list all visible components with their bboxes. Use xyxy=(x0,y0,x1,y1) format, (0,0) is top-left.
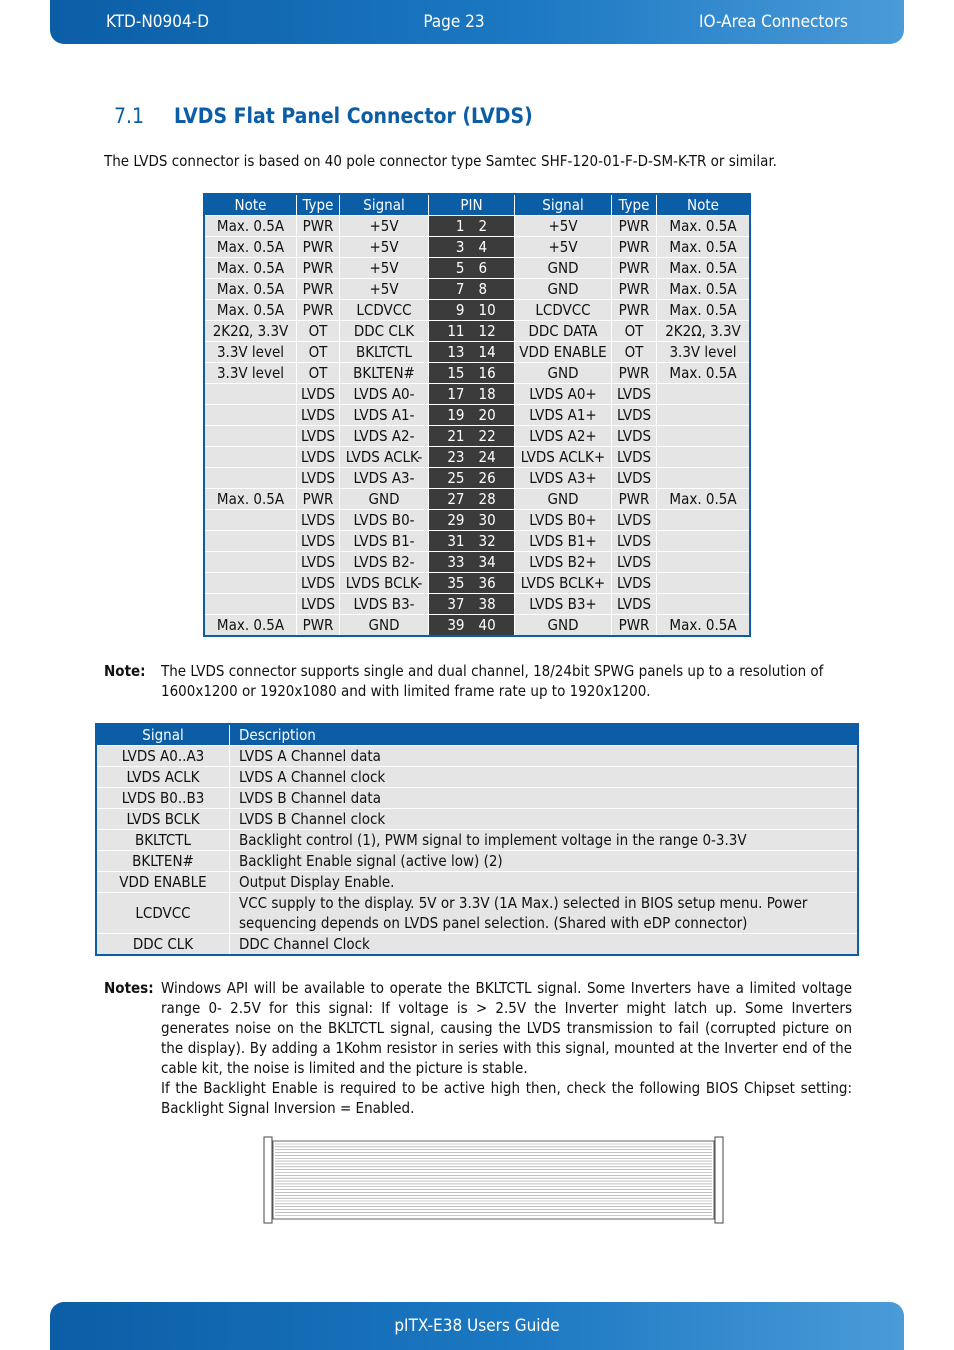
pin-row xyxy=(204,279,750,300)
type-right-cell: LVDS xyxy=(612,510,657,531)
pin-even-cell: 30 xyxy=(472,510,515,531)
pin-row xyxy=(204,258,750,279)
type-right-cell: PWR xyxy=(612,258,657,279)
header-note-left: Note xyxy=(204,194,297,216)
note-text: The LVDS connector supports single and dual channel, 18/24bit SPWG panels up to a resolution of 1600x1200 or 1920x1080 and with limited frame rate up to 1920x1200. xyxy=(161,662,824,700)
notes-label: Notes: xyxy=(104,979,154,997)
pin-odd-cell: 29 xyxy=(429,510,472,531)
pin-row xyxy=(204,573,750,594)
type-left-cell: PWR xyxy=(297,279,340,300)
note-left-cell: 3.3V level xyxy=(204,363,297,384)
signal-row xyxy=(96,767,858,788)
note-right-cell xyxy=(657,384,751,405)
note-left-cell xyxy=(204,594,297,615)
pin-row xyxy=(204,237,750,258)
pin-odd-cell: 35 xyxy=(429,573,472,594)
notes-paragraph-1: Windows API will be available to operate the BKLTCTL signal. Some Inverters have a limited voltage range 0- 2.5V for this signal: If voltage is > 2.5V the Inverter might latch up. Some Inverters generates noise on the BKLTCTL signal, causing the LVDS transmission to fail (corrupted picture on the display). By adding a 1Kohm resistor in series with this signal, mounted at the Inverter end of the cable kit, the noise is limited and the picture is stable. xyxy=(161,979,852,1077)
header-signal-right: Signal xyxy=(515,194,612,216)
section-number: 7.1 xyxy=(114,104,145,128)
signal-right-cell: LVDS B1+ xyxy=(515,531,612,552)
note-left-cell xyxy=(204,384,297,405)
signal-description-cell: LVDS B Channel data xyxy=(230,788,859,809)
signal-row xyxy=(96,809,858,830)
pin-even-cell: 38 xyxy=(472,594,515,615)
signal-left-cell: BKLTEN# xyxy=(340,363,429,384)
note-right-cell: 3.3V level xyxy=(657,342,751,363)
pin-odd-cell: 5 xyxy=(429,258,472,279)
signal-right-cell: LCDVCC xyxy=(515,300,612,321)
note-left-cell xyxy=(204,552,297,573)
signal-right-cell: LVDS A2+ xyxy=(515,426,612,447)
type-right-cell: PWR xyxy=(612,615,657,637)
type-right-cell: PWR xyxy=(612,300,657,321)
type-right-cell: LVDS xyxy=(612,594,657,615)
signal-description-cell: DDC Channel Clock xyxy=(230,934,859,956)
type-right-cell: LVDS xyxy=(612,405,657,426)
signal-name-cell: LVDS BCLK xyxy=(96,809,230,830)
pin-even-cell: 10 xyxy=(472,300,515,321)
signal-right-cell: GND xyxy=(515,279,612,300)
signal-row xyxy=(96,851,858,872)
type-right-cell: PWR xyxy=(612,363,657,384)
section-title: LVDS Flat Panel Connector (LVDS) xyxy=(174,104,533,128)
pin-odd-cell: 15 xyxy=(429,363,472,384)
note-left-cell xyxy=(204,426,297,447)
pin-odd-cell: 3 xyxy=(429,237,472,258)
note-right-cell: Max. 0.5A xyxy=(657,279,751,300)
pin-odd-cell: 27 xyxy=(429,489,472,510)
pin-even-cell: 20 xyxy=(472,405,515,426)
signal-name-cell: LVDS B0..B3 xyxy=(96,788,230,809)
pin-odd-cell: 23 xyxy=(429,447,472,468)
signal-description-cell: Output Display Enable. xyxy=(230,872,859,893)
pin-even-cell: 2 xyxy=(472,216,515,237)
document-id: KTD-N0904-D xyxy=(106,12,209,32)
notes-bkltctl xyxy=(104,978,852,1118)
pin-even-cell: 34 xyxy=(472,552,515,573)
signal-name-cell: LVDS A0..A3 xyxy=(96,746,230,767)
pin-row xyxy=(204,363,750,384)
signal-left-cell: +5V xyxy=(340,279,429,300)
pin-even-cell: 14 xyxy=(472,342,515,363)
signal-left-cell: DDC CLK xyxy=(340,321,429,342)
type-left-cell: LVDS xyxy=(297,468,340,489)
signal-row xyxy=(96,830,858,851)
signal-left-cell: LCDVCC xyxy=(340,300,429,321)
pin-odd-cell: 25 xyxy=(429,468,472,489)
signal-description-table xyxy=(95,723,859,956)
note-label: Note: xyxy=(104,662,146,680)
note-left-cell xyxy=(204,573,297,594)
signal-right-cell: LVDS B3+ xyxy=(515,594,612,615)
note-right-cell: Max. 0.5A xyxy=(657,300,751,321)
type-left-cell: PWR xyxy=(297,237,340,258)
signal-name-cell: VDD ENABLE xyxy=(96,872,230,893)
pin-even-cell: 16 xyxy=(472,363,515,384)
note-right-cell xyxy=(657,510,751,531)
type-right-cell: OT xyxy=(612,342,657,363)
pin-row xyxy=(204,342,750,363)
type-left-cell: LVDS xyxy=(297,573,340,594)
type-left-cell: LVDS xyxy=(297,447,340,468)
signal-left-cell: LVDS B1- xyxy=(340,531,429,552)
header-signal-left: Signal xyxy=(340,194,429,216)
note-right-cell xyxy=(657,573,751,594)
type-left-cell: LVDS xyxy=(297,594,340,615)
note-left-cell: Max. 0.5A xyxy=(204,258,297,279)
pin-row xyxy=(204,489,750,510)
signal-row xyxy=(96,788,858,809)
signal-right-cell: GND xyxy=(515,615,612,637)
pin-odd-cell: 13 xyxy=(429,342,472,363)
signal-left-cell: LVDS A1- xyxy=(340,405,429,426)
note-right-cell xyxy=(657,468,751,489)
lvds-connector-drawing-icon xyxy=(263,1135,725,1229)
note-right-cell: Max. 0.5A xyxy=(657,615,751,637)
signal-left-cell: GND xyxy=(340,489,429,510)
pin-assignment-table xyxy=(203,193,751,637)
footer-title: pITX-E38 Users Guide xyxy=(394,1316,560,1336)
note-left-cell xyxy=(204,468,297,489)
signal-right-cell: GND xyxy=(515,489,612,510)
pin-row xyxy=(204,447,750,468)
pin-row xyxy=(204,594,750,615)
signal-description-cell: VCC supply to the display. 5V or 3.3V (1A Max.) selected in BIOS setup menu. Power sequencing depends on LVDS panel selection. (Shared with eDP connector) xyxy=(230,893,859,934)
pin-odd-cell: 37 xyxy=(429,594,472,615)
type-left-cell: LVDS xyxy=(297,531,340,552)
type-left-cell: LVDS xyxy=(297,510,340,531)
note-right-cell xyxy=(657,552,751,573)
pin-row xyxy=(204,615,750,637)
note-right-cell: Max. 0.5A xyxy=(657,258,751,279)
pin-even-cell: 4 xyxy=(472,237,515,258)
signal-right-cell: LVDS B0+ xyxy=(515,510,612,531)
note-left-cell xyxy=(204,405,297,426)
type-left-cell: PWR xyxy=(297,489,340,510)
signal-right-cell: LVDS ACLK+ xyxy=(515,447,612,468)
note-right-cell xyxy=(657,531,751,552)
signal-left-cell: LVDS BCLK- xyxy=(340,573,429,594)
type-right-cell: LVDS xyxy=(612,468,657,489)
signal-left-cell: +5V xyxy=(340,237,429,258)
pin-odd-cell: 21 xyxy=(429,426,472,447)
pin-even-cell: 12 xyxy=(472,321,515,342)
pin-even-cell: 18 xyxy=(472,384,515,405)
signal-right-cell: LVDS BCLK+ xyxy=(515,573,612,594)
note-left-cell xyxy=(204,447,297,468)
note-left-cell: Max. 0.5A xyxy=(204,237,297,258)
type-left-cell: PWR xyxy=(297,300,340,321)
pin-odd-cell: 19 xyxy=(429,405,472,426)
note-left-cell: 3.3V level xyxy=(204,342,297,363)
type-left-cell: PWR xyxy=(297,216,340,237)
signal-right-cell: LVDS B2+ xyxy=(515,552,612,573)
signal-right-cell: VDD ENABLE xyxy=(515,342,612,363)
signal-left-cell: LVDS B3- xyxy=(340,594,429,615)
type-left-cell: LVDS xyxy=(297,552,340,573)
pin-even-cell: 8 xyxy=(472,279,515,300)
note-right-cell: Max. 0.5A xyxy=(657,237,751,258)
pin-even-cell: 32 xyxy=(472,531,515,552)
pin-odd-cell: 31 xyxy=(429,531,472,552)
signal-row xyxy=(96,872,858,893)
pin-even-cell: 26 xyxy=(472,468,515,489)
note-left-cell xyxy=(204,531,297,552)
intro-text: The LVDS connector is based on 40 pole connector type Samtec SHF-120-01-F-D-SM-K-TR or similar. xyxy=(104,152,777,170)
header-section: IO-Area Connectors xyxy=(698,12,848,32)
signal-name-cell: DDC CLK xyxy=(96,934,230,956)
type-left-cell: LVDS xyxy=(297,384,340,405)
type-left-cell: PWR xyxy=(297,258,340,279)
header-note-right: Note xyxy=(657,194,751,216)
type-right-cell: LVDS xyxy=(612,531,657,552)
pin-odd-cell: 11 xyxy=(429,321,472,342)
pin-odd-cell: 9 xyxy=(429,300,472,321)
signal-row xyxy=(96,934,858,956)
page-header xyxy=(50,0,904,44)
signal-left-cell: LVDS A2- xyxy=(340,426,429,447)
pin-odd-cell: 17 xyxy=(429,384,472,405)
note-right-cell xyxy=(657,426,751,447)
pin-row xyxy=(204,531,750,552)
signal-left-cell: LVDS B2- xyxy=(340,552,429,573)
signal-name-cell: BKLTEN# xyxy=(96,851,230,872)
section-heading xyxy=(114,104,533,128)
signal-name-cell: LCDVCC xyxy=(96,893,230,934)
note-resolution xyxy=(104,661,852,701)
note-left-cell: Max. 0.5A xyxy=(204,216,297,237)
note-right-cell: Max. 0.5A xyxy=(657,489,751,510)
pin-even-cell: 22 xyxy=(472,426,515,447)
pin-even-cell: 6 xyxy=(472,258,515,279)
type-left-cell: OT xyxy=(297,363,340,384)
note-right-cell xyxy=(657,405,751,426)
signal-left-cell: +5V xyxy=(340,258,429,279)
pin-odd-cell: 33 xyxy=(429,552,472,573)
signal-left-cell: LVDS A0- xyxy=(340,384,429,405)
signal-description-cell: LVDS A Channel data xyxy=(230,746,859,767)
type-left-cell: OT xyxy=(297,321,340,342)
type-right-cell: LVDS xyxy=(612,426,657,447)
type-right-cell: PWR xyxy=(612,237,657,258)
page-number: Page 23 xyxy=(423,12,485,32)
signal-left-cell: LVDS B0- xyxy=(340,510,429,531)
type-left-cell: OT xyxy=(297,342,340,363)
type-right-cell: PWR xyxy=(612,216,657,237)
pin-row xyxy=(204,321,750,342)
note-right-cell xyxy=(657,594,751,615)
pin-row xyxy=(204,405,750,426)
type-right-cell: PWR xyxy=(612,489,657,510)
signal-right-cell: LVDS A3+ xyxy=(515,468,612,489)
type-right-cell: LVDS xyxy=(612,573,657,594)
header-type-left: Type xyxy=(297,194,340,216)
signal-description-cell: LVDS A Channel clock xyxy=(230,767,859,788)
type-right-cell: LVDS xyxy=(612,384,657,405)
pin-row xyxy=(204,510,750,531)
pin-row xyxy=(204,468,750,489)
signal-left-cell: GND xyxy=(340,615,429,637)
signal-row xyxy=(96,893,858,934)
pin-row xyxy=(204,552,750,573)
signal-description-cell: Backlight Enable signal (active low) (2) xyxy=(230,851,859,872)
signal-description-cell: LVDS B Channel clock xyxy=(230,809,859,830)
page-footer xyxy=(50,1302,904,1350)
note-right-cell xyxy=(657,447,751,468)
note-left-cell: Max. 0.5A xyxy=(204,300,297,321)
note-left-cell xyxy=(204,510,297,531)
pin-row xyxy=(204,384,750,405)
type-left-cell: LVDS xyxy=(297,426,340,447)
pin-row xyxy=(204,216,750,237)
type-left-cell: LVDS xyxy=(297,405,340,426)
signal-right-cell: LVDS A1+ xyxy=(515,405,612,426)
signal-table-header xyxy=(96,724,858,746)
signal-description-cell: Backlight control (1), PWM signal to implement voltage in the range 0-3.3V xyxy=(230,830,859,851)
note-left-cell: Max. 0.5A xyxy=(204,615,297,637)
pin-even-cell: 28 xyxy=(472,489,515,510)
note-right-cell: 2K2Ω, 3.3V xyxy=(657,321,751,342)
signal-left-cell: LVDS A3- xyxy=(340,468,429,489)
signal-left-cell: +5V xyxy=(340,216,429,237)
notes-paragraph-2: If the Backlight Enable is required to be active high then, check the following BIOS Chipset setting: Backlight Signal Inversion = Enabled. xyxy=(161,1079,852,1117)
signal-right-cell: +5V xyxy=(515,216,612,237)
signal-row xyxy=(96,746,858,767)
pin-even-cell: 36 xyxy=(472,573,515,594)
pin-row xyxy=(204,426,750,447)
signal-left-cell: LVDS ACLK- xyxy=(340,447,429,468)
signal-name-cell: LVDS ACLK xyxy=(96,767,230,788)
header-pin: PIN xyxy=(429,194,515,216)
signal-name-cell: BKLTCTL xyxy=(96,830,230,851)
note-left-cell: Max. 0.5A xyxy=(204,279,297,300)
pin-even-cell: 24 xyxy=(472,447,515,468)
note-right-cell: Max. 0.5A xyxy=(657,363,751,384)
type-right-cell: LVDS xyxy=(612,552,657,573)
header-description: Description xyxy=(230,724,859,746)
pin-odd-cell: 39 xyxy=(429,615,472,637)
pin-even-cell: 40 xyxy=(472,615,515,637)
pin-row xyxy=(204,300,750,321)
pin-odd-cell: 1 xyxy=(429,216,472,237)
signal-right-cell: +5V xyxy=(515,237,612,258)
note-right-cell: Max. 0.5A xyxy=(657,216,751,237)
pin-table-header xyxy=(204,194,750,216)
type-right-cell: PWR xyxy=(612,279,657,300)
header-signal: Signal xyxy=(96,724,230,746)
note-left-cell: 2K2Ω, 3.3V xyxy=(204,321,297,342)
signal-right-cell: GND xyxy=(515,258,612,279)
type-left-cell: PWR xyxy=(297,615,340,637)
header-type-right: Type xyxy=(612,194,657,216)
signal-right-cell: GND xyxy=(515,363,612,384)
type-right-cell: LVDS xyxy=(612,447,657,468)
pin-odd-cell: 7 xyxy=(429,279,472,300)
signal-right-cell: DDC DATA xyxy=(515,321,612,342)
signal-right-cell: LVDS A0+ xyxy=(515,384,612,405)
type-right-cell: OT xyxy=(612,321,657,342)
signal-left-cell: BKLTCTL xyxy=(340,342,429,363)
note-left-cell: Max. 0.5A xyxy=(204,489,297,510)
